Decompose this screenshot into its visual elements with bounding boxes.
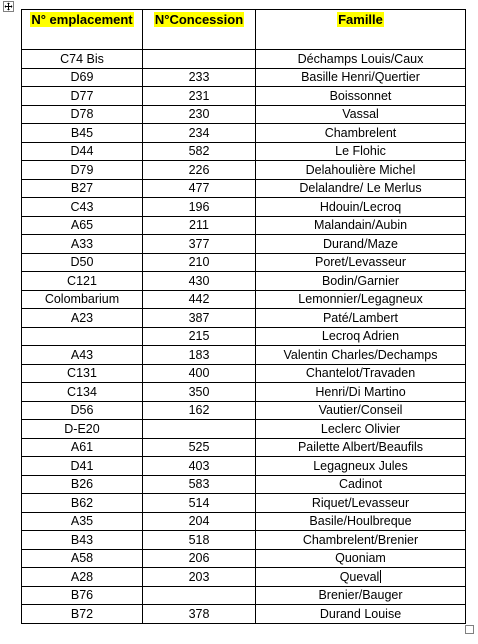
header-row <box>22 10 466 50</box>
famille-cell[interactable]: Déchamps Louis/Caux <box>256 50 466 69</box>
famille-cell[interactable]: Basille Henri/Quertier <box>256 68 466 87</box>
table-body <box>22 50 466 624</box>
table-row <box>22 216 466 235</box>
concession-cell[interactable]: 206 <box>143 549 256 568</box>
famille-cell[interactable]: Durand/Maze <box>256 235 466 254</box>
text-cursor <box>380 570 381 583</box>
table-row <box>22 549 466 568</box>
concession-cell[interactable] <box>143 420 256 439</box>
famille-cell[interactable]: Basile/Houlbreque <box>256 512 466 531</box>
table-row <box>22 383 466 402</box>
famille-cell[interactable]: Legagneux Jules <box>256 457 466 476</box>
emplacement-cell[interactable]: D44 <box>22 142 143 161</box>
famille-cell[interactable]: Malandain/Aubin <box>256 216 466 235</box>
concession-cell[interactable]: 226 <box>143 161 256 180</box>
concession-cell[interactable]: 204 <box>143 512 256 531</box>
famille-cell[interactable]: Boissonnet <box>256 87 466 106</box>
famille-cell[interactable]: Queval <box>256 568 466 587</box>
table-row <box>22 179 466 198</box>
concession-cell[interactable]: 477 <box>143 179 256 198</box>
table-row <box>22 568 466 587</box>
emplacement-cell[interactable]: C134 <box>22 383 143 402</box>
emplacement-cell[interactable]: A35 <box>22 512 143 531</box>
famille-cell[interactable]: Paté/Lambert <box>256 309 466 328</box>
concession-cell[interactable]: 203 <box>143 568 256 587</box>
emplacement-cell[interactable]: A43 <box>22 346 143 365</box>
concession-cell[interactable]: 210 <box>143 253 256 272</box>
concession-cell[interactable]: 234 <box>143 124 256 143</box>
table-row <box>22 531 466 550</box>
emplacement-cell[interactable]: Colombarium <box>22 290 143 309</box>
concession-cell[interactable]: 233 <box>143 68 256 87</box>
emplacement-cell[interactable]: D56 <box>22 401 143 420</box>
header-label-emplacement: N° emplacement <box>31 12 133 27</box>
table-row <box>22 87 466 106</box>
emplacement-cell[interactable]: C74 Bis <box>22 50 143 69</box>
emplacement-cell[interactable]: D78 <box>22 105 143 124</box>
emplacement-cell[interactable] <box>22 327 143 346</box>
famille-cell[interactable]: Pailette Albert/Beaufils <box>256 438 466 457</box>
table-resize-handle-icon[interactable] <box>465 625 474 634</box>
concession-cell[interactable]: 211 <box>143 216 256 235</box>
table-row <box>22 605 466 624</box>
emplacement-cell[interactable]: D79 <box>22 161 143 180</box>
emplacement-cell[interactable]: B43 <box>22 531 143 550</box>
header-label-famille: Famille <box>338 12 383 27</box>
concession-cell[interactable]: 583 <box>143 475 256 494</box>
emplacement-cell[interactable]: A58 <box>22 549 143 568</box>
emplacement-cell[interactable]: D69 <box>22 68 143 87</box>
emplacement-cell[interactable]: A65 <box>22 216 143 235</box>
concession-cell[interactable]: 377 <box>143 235 256 254</box>
emplacement-cell[interactable]: B26 <box>22 475 143 494</box>
emplacement-cell[interactable]: C121 <box>22 272 143 291</box>
emplacement-cell[interactable]: B62 <box>22 494 143 513</box>
emplacement-cell[interactable]: D77 <box>22 87 143 106</box>
emplacement-cell[interactable]: D50 <box>22 253 143 272</box>
concession-cell[interactable]: 514 <box>143 494 256 513</box>
famille-cell[interactable]: Vautier/Conseil <box>256 401 466 420</box>
emplacement-cell[interactable]: A61 <box>22 438 143 457</box>
table-row <box>22 68 466 87</box>
famille-cell[interactable]: Chantelot/Travaden <box>256 364 466 383</box>
famille-cell[interactable]: Bodin/Garnier <box>256 272 466 291</box>
famille-cell[interactable]: Poret/Levasseur <box>256 253 466 272</box>
concession-cell[interactable]: 430 <box>143 272 256 291</box>
concession-cell[interactable]: 183 <box>143 346 256 365</box>
table-row <box>22 290 466 309</box>
table-row <box>22 253 466 272</box>
famille-cell[interactable]: Durand Louise <box>256 605 466 624</box>
emplacement-cell[interactable]: A23 <box>22 309 143 328</box>
emplacement-cell[interactable]: A33 <box>22 235 143 254</box>
concession-cell[interactable]: 525 <box>143 438 256 457</box>
famille-cell[interactable]: Le Flohic <box>256 142 466 161</box>
concession-cell[interactable]: 215 <box>143 327 256 346</box>
emplacement-cell[interactable]: A28 <box>22 568 143 587</box>
table-row <box>22 161 466 180</box>
emplacement-cell[interactable]: B45 <box>22 124 143 143</box>
famille-cell[interactable]: Vassal <box>256 105 466 124</box>
famille-cell[interactable]: Hdouin/Lecroq <box>256 198 466 217</box>
famille-cell[interactable]: Cadinot <box>256 475 466 494</box>
famille-cell[interactable]: Brenier/Bauger <box>256 586 466 605</box>
emplacement-cell[interactable]: B27 <box>22 179 143 198</box>
table-row <box>22 198 466 217</box>
table-row <box>22 586 466 605</box>
table-row <box>22 309 466 328</box>
famille-cell[interactable]: Delalandre/ Le Merlus <box>256 179 466 198</box>
table-row <box>22 420 466 439</box>
emplacement-cell[interactable]: B72 <box>22 605 143 624</box>
concession-cell[interactable]: 162 <box>143 401 256 420</box>
concession-cell[interactable]: 387 <box>143 309 256 328</box>
emplacement-cell[interactable]: C131 <box>22 364 143 383</box>
famille-cell[interactable]: Riquet/Levasseur <box>256 494 466 513</box>
famille-cell[interactable]: Lemonnier/Legagneux <box>256 290 466 309</box>
table-row <box>22 457 466 476</box>
concession-cell[interactable]: 196 <box>143 198 256 217</box>
table-row <box>22 364 466 383</box>
concession-cell[interactable]: 378 <box>143 605 256 624</box>
emplacement-cell[interactable]: D41 <box>22 457 143 476</box>
table-row <box>22 50 466 69</box>
famille-cell[interactable]: Delahoulière Michel <box>256 161 466 180</box>
concession-cell[interactable]: 403 <box>143 457 256 476</box>
concession-cell[interactable] <box>143 50 256 69</box>
table-row <box>22 401 466 420</box>
table-row <box>22 124 466 143</box>
table-row <box>22 235 466 254</box>
header-cell-emplacement[interactable] <box>22 10 143 50</box>
table-row <box>22 142 466 161</box>
table-move-handle-icon[interactable] <box>3 1 14 12</box>
emplacement-cell[interactable]: D-E20 <box>22 420 143 439</box>
famille-cell[interactable]: Chambrelent/Brenier <box>256 531 466 550</box>
concession-cell[interactable]: 231 <box>143 87 256 106</box>
table-row <box>22 494 466 513</box>
table-row <box>22 272 466 291</box>
concession-cell[interactable]: 230 <box>143 105 256 124</box>
concession-cell[interactable]: 350 <box>143 383 256 402</box>
table-row <box>22 327 466 346</box>
famille-cell[interactable]: Henri/Di Martino <box>256 383 466 402</box>
famille-cell[interactable]: Valentin Charles/Dechamps <box>256 346 466 365</box>
emplacement-cell[interactable]: B76 <box>22 586 143 605</box>
table-row <box>22 105 466 124</box>
concession-cell[interactable] <box>143 586 256 605</box>
famille-cell[interactable]: Leclerc Olivier <box>256 420 466 439</box>
header-cell-concession[interactable] <box>143 10 256 50</box>
table-row <box>22 438 466 457</box>
header-cell-famille[interactable] <box>256 10 466 50</box>
concession-cell[interactable]: 582 <box>143 142 256 161</box>
header-label-concession: N°Concession <box>154 12 244 27</box>
cemetery-table <box>21 9 466 624</box>
emplacement-cell[interactable]: C43 <box>22 198 143 217</box>
concession-cell[interactable]: 442 <box>143 290 256 309</box>
table-row <box>22 346 466 365</box>
famille-cell[interactable]: Lecroq Adrien <box>256 327 466 346</box>
famille-cell[interactable]: Chambrelent <box>256 124 466 143</box>
table-row <box>22 475 466 494</box>
table-row <box>22 512 466 531</box>
concession-cell[interactable]: 400 <box>143 364 256 383</box>
famille-cell[interactable]: Quoniam <box>256 549 466 568</box>
concession-cell[interactable]: 518 <box>143 531 256 550</box>
